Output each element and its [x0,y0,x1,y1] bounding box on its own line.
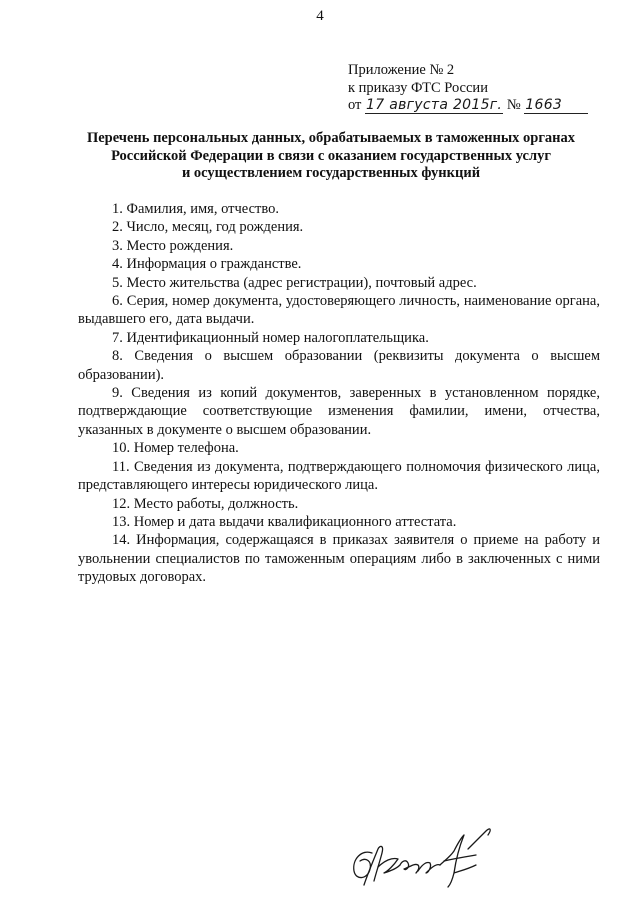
list-item: 2. Число, месяц, год рождения. [112,219,304,236]
appendix-title: Приложение № 2 [348,62,455,78]
list-item: 7. Идентификационный номер налогоплательщика. [112,329,429,346]
appendix-block [348,62,588,115]
list-item: 3. Место рождения. [112,237,234,254]
from-label: от [348,97,362,113]
list-item: 9. Сведения из копий документов, заверенных в установленном порядке, подтверждающие соответствующие изменения фамилии, имени, отчества, указанных в документе о высшем образовании. [78,385,600,438]
order-number-handwritten: 1663 [524,98,588,114]
title-line-1: Перечень персональных данных, обрабатываемых в таможенных органах [86,130,576,146]
document-title [60,130,602,183]
list-item: 6. Серия, номер документа, удостоверяющего личность, наименование органа, выдавшего его, дата выдачи. [78,293,600,328]
list-item: 12. Место работы, должность. [112,495,299,512]
list-item: 14. Информация, содержащаяся в приказах заявителя о приеме на работу и увольнении специалистов по таможенным операциям либо в заключенных с ними трудовых договорах. [78,532,600,586]
list-item: 8. Сведения о высшем образовании (реквизиты документа о высшем образовании). [78,348,600,383]
number-label: № [506,97,521,113]
list-item: 4. Информация о гражданстве. [112,256,302,273]
list-item: 13. Номер и дата выдачи квалификационного аттестата. [112,513,457,530]
personal-data-list [78,200,600,587]
title-line-2: Российской Федерации в связи с оказанием государственных услуг [111,147,551,164]
list-item: 10. Номер телефона. [112,440,239,457]
list-item: 5. Место жительства (адрес регистрации), почтовый адрес. [112,274,477,291]
list-item: 1. Фамилия, имя, отчество. [112,201,279,217]
order-date-number-line [348,97,588,115]
list-item: 11. Сведения из документа, подтверждающего полномочия физического лица, представляющего интересы юридического лица. [78,458,600,494]
page-number: 4 [316,8,324,24]
order-date-handwritten: 17 августа 2015г. [366,97,503,113]
appendix-order-ref: к приказу ФТС России [348,79,488,96]
title-line-3: и осуществлением государственных функций [181,165,481,181]
handwritten-signature-icon [340,815,510,890]
